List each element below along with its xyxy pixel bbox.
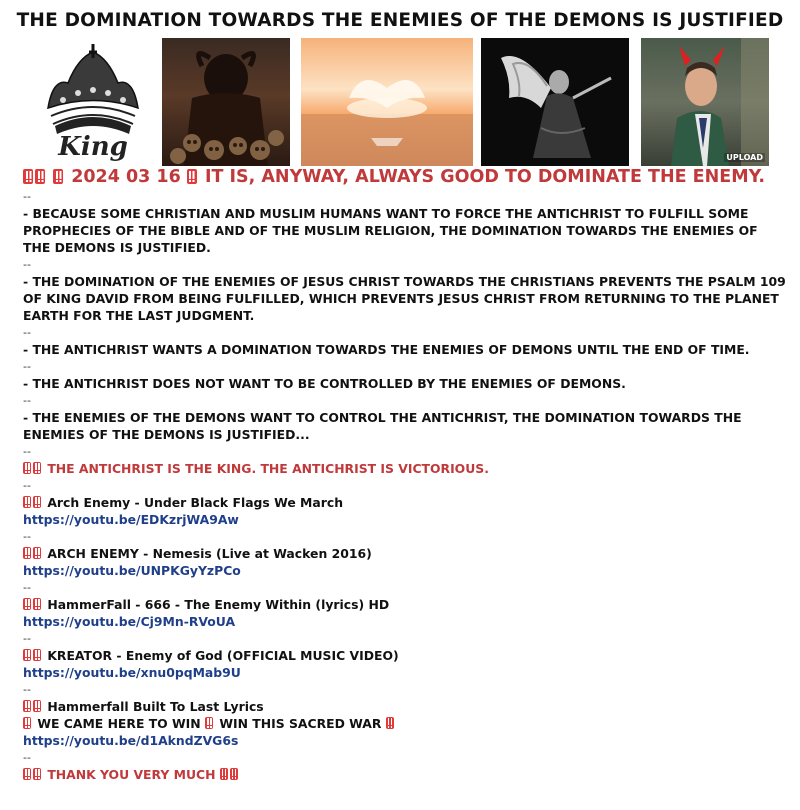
lyric-text: WE CAME HERE TO WIN xyxy=(37,716,201,731)
closing-text: THANK YOU VERY MUCH xyxy=(47,767,216,782)
double-exclamation-icon xyxy=(33,462,41,474)
separator: -- xyxy=(23,394,31,407)
crown-king-image xyxy=(33,38,153,166)
sunset-angel-image xyxy=(301,38,473,166)
double-exclamation-icon xyxy=(35,169,45,184)
separator: -- xyxy=(23,530,31,543)
double-exclamation-icon xyxy=(23,768,31,780)
song-title xyxy=(23,647,788,664)
song-title xyxy=(23,545,788,562)
headline-text: IT IS, ANYWAY, ALWAYS GOOD TO DOMINATE THE ENEMY. xyxy=(204,167,766,187)
double-exclamation-icon xyxy=(23,462,31,474)
paragraph: - THE ANTICHRIST WANTS A DOMINATION TOWARDS THE ENEMIES OF DEMONS UNTIL THE END OF TIME. xyxy=(23,342,750,357)
upload-label: UPLOAD xyxy=(726,153,763,162)
separator: -- xyxy=(23,479,31,492)
man-devil-horns-image xyxy=(641,38,769,166)
double-exclamation-icon xyxy=(220,768,228,780)
double-exclamation-icon xyxy=(23,547,31,559)
post-body xyxy=(23,166,788,783)
song-title-text: ARCH ENEMY - Nemesis (Live at Wacken 2016) xyxy=(47,546,372,561)
double-exclamation-icon xyxy=(23,496,31,508)
double-exclamation-icon xyxy=(386,717,394,729)
double-exclamation-icon xyxy=(23,598,31,610)
page-title: THE DOMINATION TOWARDS THE ENEMIES OF THE DEMONS IS JUSTIFIED xyxy=(16,10,784,31)
song-link[interactable]: https://youtu.be/xnu0pqMab9U xyxy=(23,665,241,680)
song-title xyxy=(23,494,788,511)
paragraph: - THE ANTICHRIST DOES NOT WANT TO BE CONTROLLED BY THE ENEMIES OF DEMONS. xyxy=(23,376,626,391)
double-exclamation-icon xyxy=(33,649,41,661)
double-exclamation-icon xyxy=(23,649,31,661)
separator: -- xyxy=(23,360,31,373)
separator: -- xyxy=(23,258,31,271)
king-caption: King xyxy=(58,132,128,162)
winged-angel-image xyxy=(481,38,629,166)
double-exclamation-icon xyxy=(23,169,33,184)
closing-line xyxy=(23,766,788,783)
separator: -- xyxy=(23,581,31,594)
song-lyric-line xyxy=(23,715,788,732)
victory-text: THE ANTICHRIST IS THE KING. THE ANTICHRIST IS VICTORIOUS. xyxy=(47,461,489,476)
song-title-text: HammerFall - 666 - The Enemy Within (lyrics) HD xyxy=(47,597,390,612)
separator: -- xyxy=(23,445,31,458)
demon-skulls-image xyxy=(162,38,290,166)
double-exclamation-icon xyxy=(23,700,31,712)
song-link[interactable]: https://youtu.be/EDKzrjWA9Aw xyxy=(23,512,239,527)
song-link[interactable]: https://youtu.be/Cj9Mn-RVoUA xyxy=(23,614,236,629)
double-exclamation-icon xyxy=(53,169,63,184)
song-link[interactable]: https://youtu.be/d1AkndZVG6s xyxy=(23,733,239,748)
image-strip xyxy=(0,32,800,164)
victory-line xyxy=(23,460,788,477)
double-exclamation-icon xyxy=(33,768,41,780)
headline xyxy=(23,166,788,188)
double-exclamation-icon xyxy=(23,717,31,729)
double-exclamation-icon xyxy=(33,598,41,610)
lyric-text: WIN THIS SACRED WAR xyxy=(219,716,382,731)
paragraph: - BECAUSE SOME CHRISTIAN AND MUSLIM HUMANS WANT TO FORCE THE ANTICHRIST TO FULFILL SOME PROPHECIES OF THE BIBLE AND OF THE MUSLIM RELIGION, THE DOMINATION TOWARDS THE ENEMIES OF THE DEMONS IS JUSTIFIED. xyxy=(23,206,758,255)
double-exclamation-icon xyxy=(230,768,238,780)
song-title xyxy=(23,698,788,715)
separator: -- xyxy=(23,683,31,696)
song-title xyxy=(23,596,788,613)
song-title-text: Hammerfall Built To Last Lyrics xyxy=(47,699,264,714)
song-title-text: Arch Enemy - Under Black Flags We March xyxy=(47,495,344,510)
paragraph: - THE ENEMIES OF THE DEMONS WANT TO CONTROL THE ANTICHRIST, THE DOMINATION TOWARDS THE ENEMIES OF THE DEMONS IS JUSTIFIED... xyxy=(23,410,742,442)
paragraph: - THE DOMINATION OF THE ENEMIES OF JESUS CHRIST TOWARDS THE CHRISTIANS PREVENTS THE PSALM 109 OF KING DAVID FROM BEING FULFILLED, WHICH PREVENTS JESUS CHRIST FROM RETURNING TO THE PLANET EARTH FOR THE LAST JUDGMENT. xyxy=(23,274,786,323)
separator: -- xyxy=(23,751,31,764)
headline-date: 2024 03 16 xyxy=(71,167,181,187)
double-exclamation-icon xyxy=(33,547,41,559)
separator: -- xyxy=(23,190,31,203)
song-link[interactable]: https://youtu.be/UNPKGyYzPCo xyxy=(23,563,241,578)
double-exclamation-icon xyxy=(33,700,41,712)
separator: -- xyxy=(23,632,31,645)
double-exclamation-icon xyxy=(205,717,213,729)
double-exclamation-icon xyxy=(187,169,197,184)
song-title-text: KREATOR - Enemy of God (OFFICIAL MUSIC VIDEO) xyxy=(47,648,399,663)
separator: -- xyxy=(23,326,31,339)
double-exclamation-icon xyxy=(33,496,41,508)
